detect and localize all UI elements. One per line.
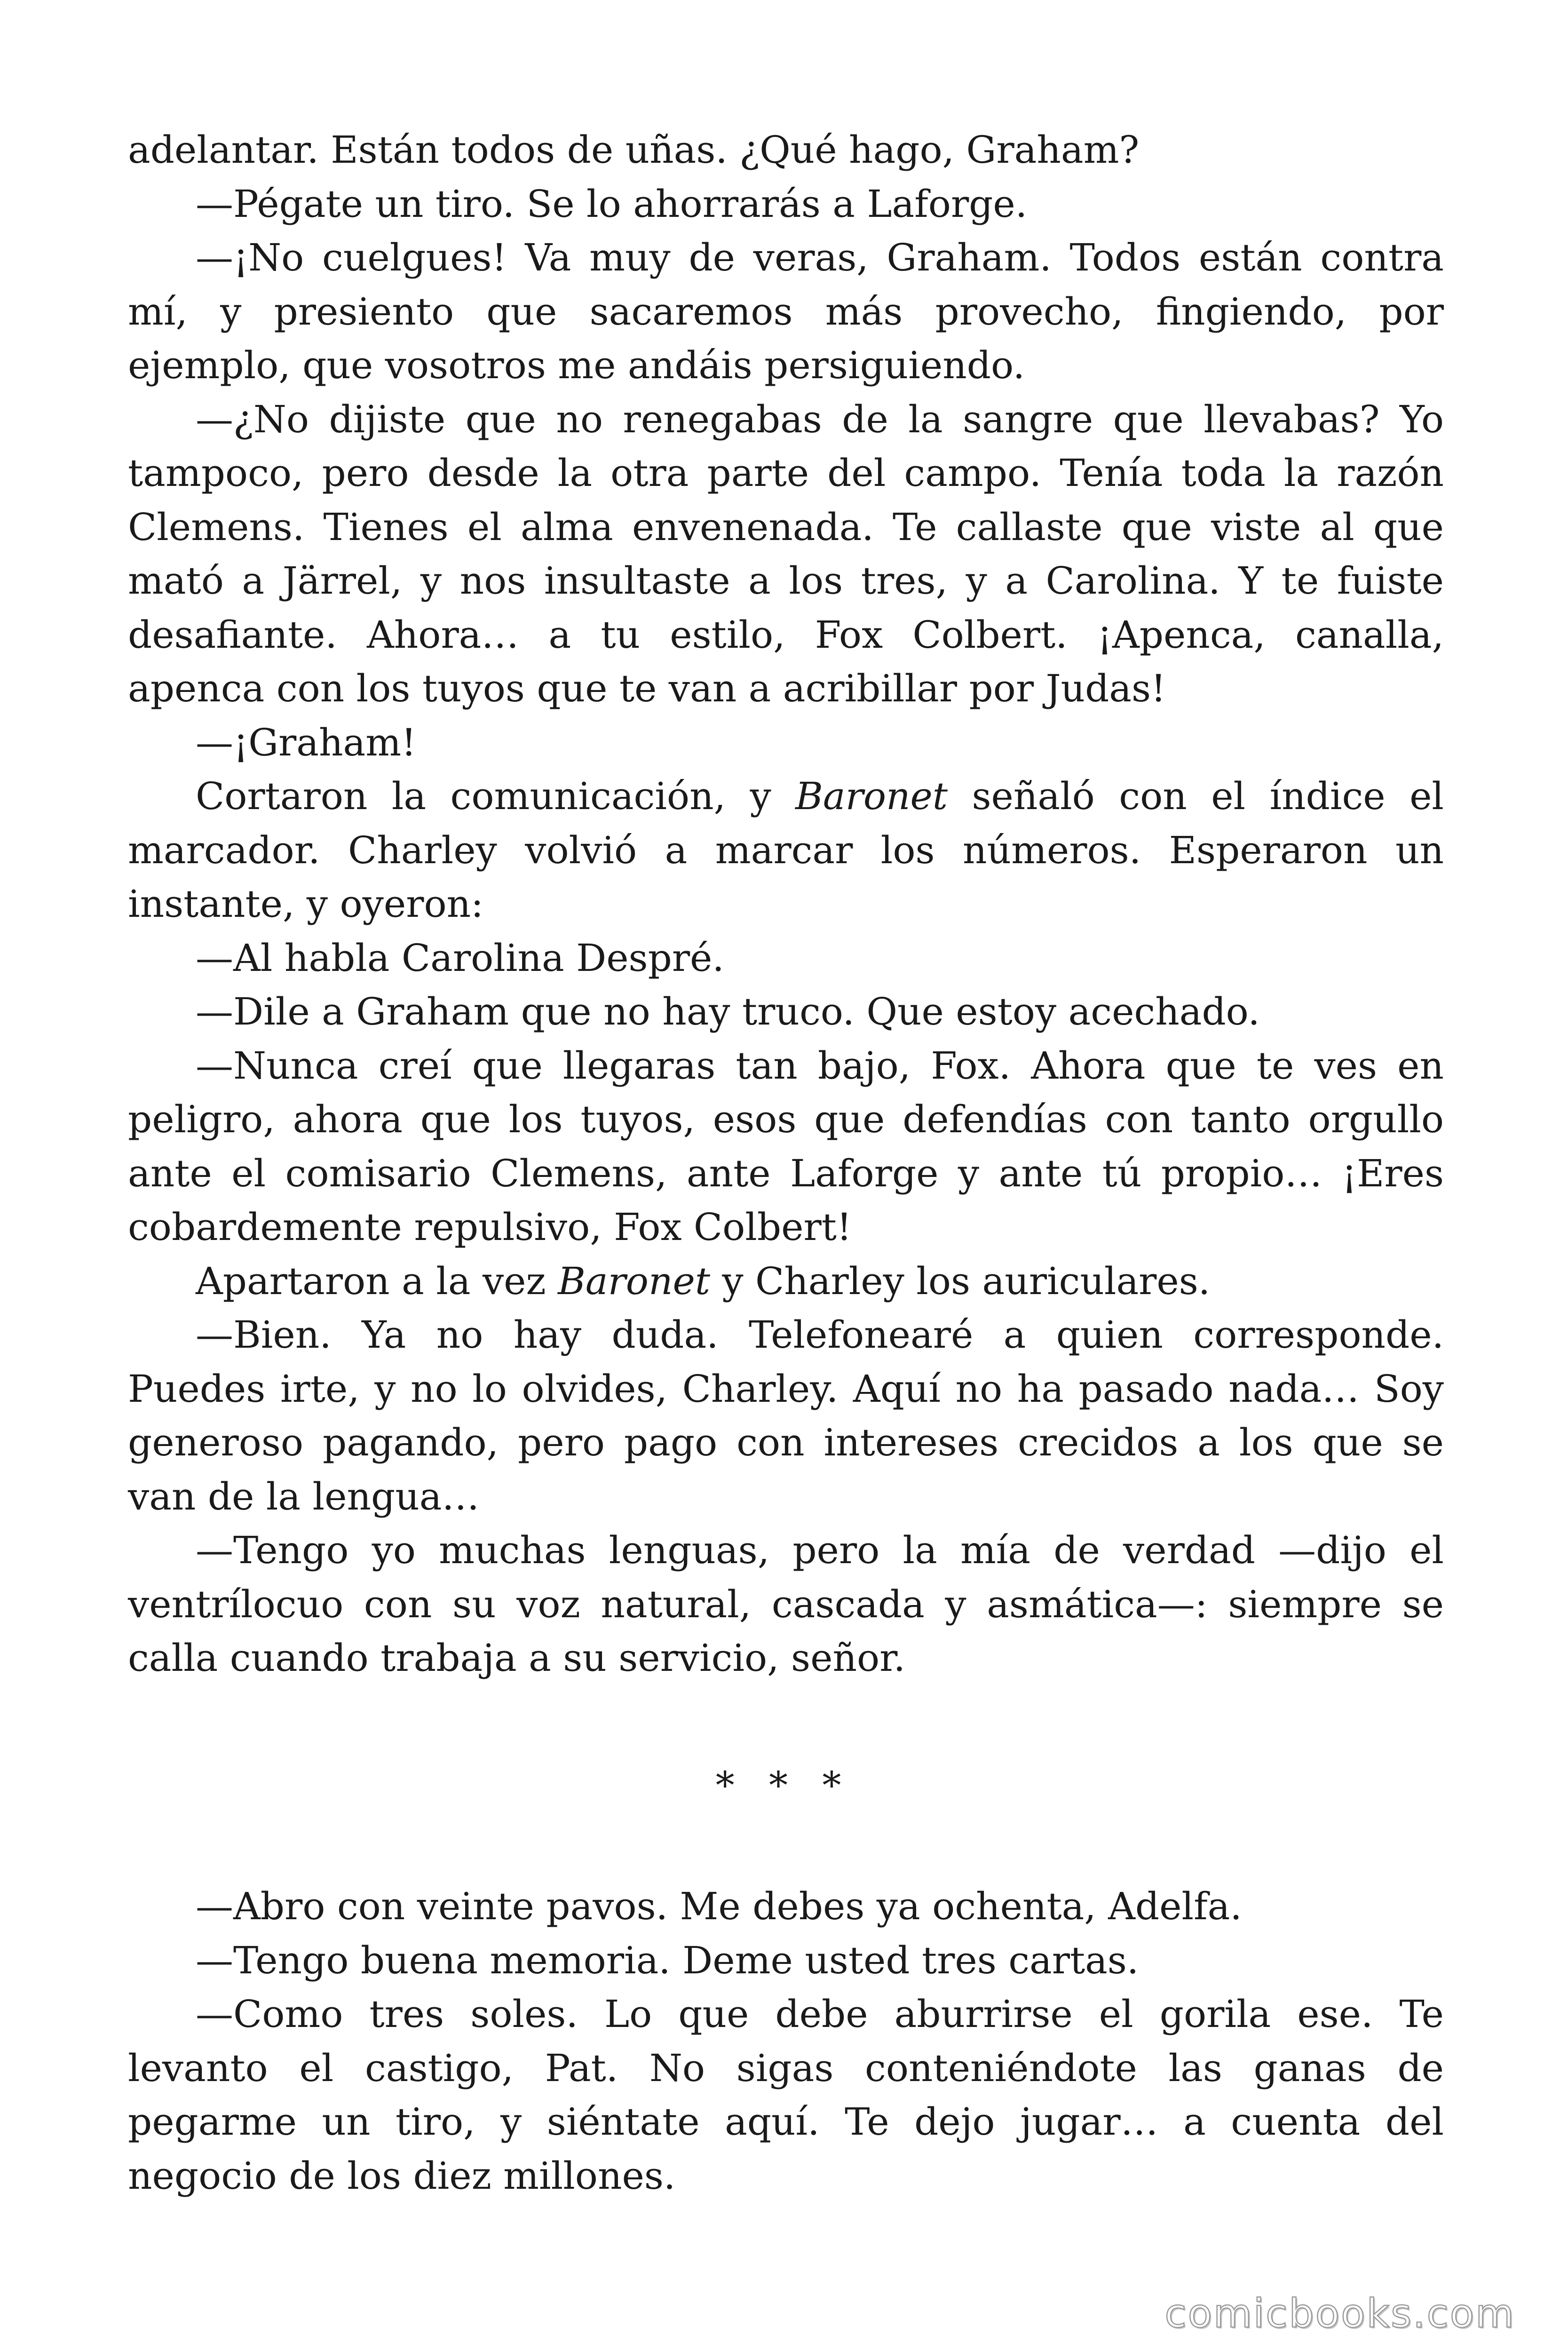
paragraph-text: y Charley los auriculares. <box>710 1259 1211 1303</box>
paragraph <box>128 1308 1444 1524</box>
paragraph-text: —Bien. Ya no hay duda. Telefonearé a quien corresponde. Puedes irte, y no lo olvides, Charley. Aquí no ha pasado nada… Soy generoso pagando, pero pago con intereses crecidos a los que se van de la lengua… <box>128 1313 1444 1518</box>
paragraph <box>128 177 1444 231</box>
italic-text: Baronet <box>558 1259 710 1303</box>
paragraph <box>128 770 1444 931</box>
paragraph-text: —Pégate un tiro. Se lo ahorrarás a Laforge. <box>196 182 1028 226</box>
paragraph-text: —Nunca creí que llegaras tan bajo, Fox. Ahora que te ves en peligro, ahora que los tuyos, esos que defendías con tanto orgullo ante el comisario Clemens, ante Laforge y ante tú propio… ¡Eres cobardemente repulsivo, Fox Colbert! <box>128 1043 1444 1249</box>
paragraph-text: —Abro con veinte pavos. Me debes ya ochenta, Adelfa. <box>196 1884 1242 1928</box>
paragraph <box>128 1039 1444 1255</box>
paragraph-text: —¡Graham! <box>196 720 417 764</box>
paragraph-text: —¡No cuelgues! Va muy de veras, Graham. Todos están contra mí, y presiento que sacaremos más provecho, fingiendo, por ejemplo, que vosotros me andáis persiguiendo. <box>128 236 1444 387</box>
paragraph <box>128 231 1444 393</box>
paragraph-text: adelantar. Están todos de uñas. ¿Qué hago, Graham? <box>128 128 1140 172</box>
paragraph-text: —¿No dijiste que no renegabas de la sangre que llevabas? Yo tampoco, pero desde la otra parte del campo. Tenía toda la razón Clemens. Tienes el alma envenenada. Te callaste que viste al que mató a Järrel, y nos insultaste a los tres, y a Carolina. Y te fuiste desafiante. Ahora… a tu estilo, Fox Colbert. ¡Apenca, canalla, apenca con los tuyos que te van a acribillar por Judas! <box>128 397 1444 710</box>
paragraph-text: —Tengo yo muchas lenguas, pero la mía de verdad —dijo el ventrílocuo con su voz natural, cascada y asmática—: siempre se calla cuando trabaja a su servicio, señor. <box>128 1528 1444 1680</box>
paragraph-text: Apartaron a la vez <box>196 1259 558 1303</box>
paragraph <box>128 985 1444 1039</box>
paragraph-text: Cortaron la comunicación, y <box>196 774 796 818</box>
paragraph <box>128 1934 1444 1988</box>
text-block-after-break <box>128 1880 1444 2203</box>
italic-text: Baronet <box>795 774 948 818</box>
paragraph-text: —Dile a Graham que no hay truco. Que estoy acechado. <box>196 990 1260 1033</box>
paragraph <box>128 716 1444 770</box>
text-block-before-break <box>128 123 1444 1685</box>
paragraph <box>128 1524 1444 1685</box>
paragraph <box>128 1255 1444 1309</box>
paragraph <box>128 931 1444 985</box>
paragraph-text: —Como tres soles. Lo que debe aburrirse el gorila ese. Te levanto el castigo, Pat. No sigas conteniéndote las ganas de pegarme un tiro, y siéntate aquí. Te dejo jugar… a cuenta del negocio de los diez millones. <box>128 1992 1444 2198</box>
scene-break: * * * <box>715 1764 853 1807</box>
paragraph <box>128 123 1444 177</box>
paragraph <box>128 1987 1444 2203</box>
paragraph-text: señaló con el índice el marcador. Charley volvió a marcar los números. Esperaron un instante, y oyeron: <box>128 774 1444 926</box>
paragraph-text: —Al habla Carolina Despré. <box>196 936 724 980</box>
paragraph-text: —Tengo buena memoria. Deme usted tres cartas. <box>196 1938 1139 1982</box>
watermark-logo: comicbooks.com <box>1164 2290 1515 2336</box>
paragraph <box>128 1880 1444 1934</box>
paragraph <box>128 393 1444 716</box>
